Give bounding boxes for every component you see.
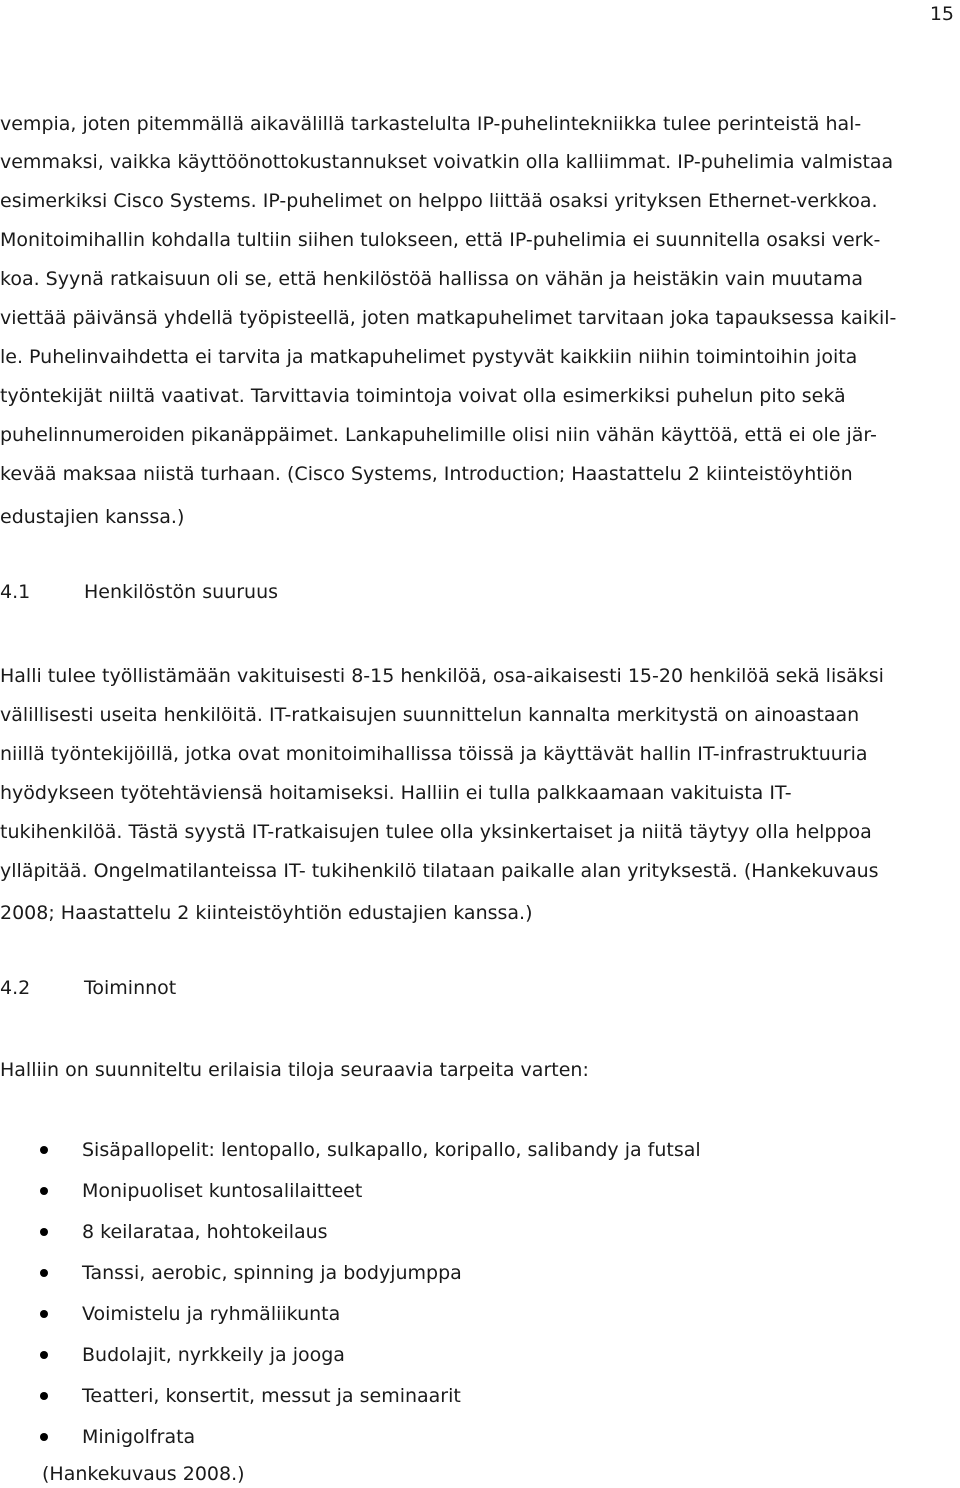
text-line: vemmaksi, vaikka käyttöönottokustannukset voivatkin olla kalliimmat. IP-puhelimia valmistaa: [0, 151, 894, 173]
text-line: puhelinnumeroiden pikanäppäimet. Lankapuhelimille olisi niin vähän käyttöä, että ei ole jär-: [0, 424, 877, 446]
text-line: kevää maksaa niistä turhaan. (Cisco Systems, Introduction; Haastattelu 2 kiinteistöyhtiön: [0, 463, 853, 485]
text-line: Halli tulee työllistämään vakituisesti 8-15 henkilöä, osa-aikaisesti 15-20 henkilöä sekä lisäksi: [0, 665, 884, 687]
text-line: le. Puhelinvaihdetta ei tarvita ja matkapuhelimet pystyvät kaikkiin niihin toimintoihin joita: [0, 346, 858, 368]
list-item-text: Tanssi, aerobic, spinning ja bodyjumppa: [82, 1262, 462, 1284]
text-line: ylläpitää. Ongelmatilanteissa IT- tukihenkilö tilataan paikalle alan yrityksestä. (Hankekuvaus: [0, 860, 879, 882]
text-line: vempia, joten pitemmällä aikavälillä tarkastelulta IP-puhelintekniikka tulee perinteistä hal-: [0, 113, 862, 135]
list-item-text: Sisäpallopelit: lentopallo, sulkapallo, koripallo, salibandy ja futsal: [82, 1139, 701, 1161]
page-number: 15: [929, 3, 954, 25]
bullet-icon: [40, 1310, 48, 1318]
text-line: niillä työntekijöillä, jotka ovat monitoimihallissa töissä ja käyttävät hallin IT-infrastruktuuria: [0, 743, 868, 765]
section-title: Toiminnot: [84, 977, 177, 999]
bullet-icon: [40, 1392, 48, 1400]
section-title: Henkilöstön suuruus: [84, 581, 279, 603]
bullet-icon: [40, 1228, 48, 1236]
list-item-text: Teatteri, konsertit, messut ja seminaarit: [82, 1385, 461, 1407]
text-line: hyödykseen työtehtäviensä hoitamiseksi. Halliin ei tulla palkkaamaan vakituista IT-: [0, 782, 792, 804]
text-line: tukihenkilöä. Tästä syystä IT-ratkaisujen tulee olla yksinkertaiset ja niitä täytyy olla helppoa: [0, 821, 872, 843]
section-heading-4-1: [0, 580, 278, 604]
text-line: välillisesti useita henkilöitä. IT-ratkaisujen suunnittelun kannalta merkitystä on ainoastaan: [0, 704, 860, 726]
section-number: 4.1: [0, 581, 31, 603]
list-item-text: Minigolfrata: [82, 1426, 196, 1448]
text-line: esimerkiksi Cisco Systems. IP-puhelimet on helppo liittää osaksi yrityksen Ethernet-verkkoa.: [0, 190, 878, 212]
text-line: Monitoimihallin kohdalla tultiin siihen tulokseen, että IP-puhelimia ei suunnitella osaksi verk-: [0, 229, 881, 251]
source-note: (Hankekuvaus 2008.): [42, 1463, 245, 1485]
list-item-text: Monipuoliset kuntosalilaitteet: [82, 1180, 363, 1202]
text-line: koa. Syynä ratkaisuun oli se, että henkilöstöä hallissa on vähän ja heistäkin vain muutama: [0, 268, 864, 290]
text-line: edustajien kanssa.): [0, 506, 185, 528]
text-line: viettää päivänsä yhdellä työpisteellä, joten matkapuhelimet tarvitaan joka tapauksessa kaikil-: [0, 307, 897, 329]
bullet-icon: [40, 1351, 48, 1359]
text-line: työntekijät niiltä vaativat. Tarvittavia toimintoja voivat olla esimerkiksi puhelun pito sekä: [0, 385, 846, 407]
text-line: 2008; Haastattelu 2 kiinteistöyhtiön edustajien kanssa.): [0, 902, 533, 924]
bullet-icon: [40, 1433, 48, 1441]
list-item-text: Voimistelu ja ryhmäliikunta: [82, 1303, 341, 1325]
section-heading-4-2: [0, 976, 176, 1000]
list-item-text: Budolajit, nyrkkeily ja jooga: [82, 1344, 345, 1366]
list-intro: Halliin on suunniteltu erilaisia tiloja seuraavia tarpeita varten:: [0, 1059, 589, 1081]
bullet-icon: [40, 1269, 48, 1277]
section-number: 4.2: [0, 977, 31, 999]
bullet-icon: [40, 1146, 48, 1154]
bullet-icon: [40, 1187, 48, 1195]
list-item-text: 8 keilarataa, hohtokeilaus: [82, 1221, 328, 1243]
